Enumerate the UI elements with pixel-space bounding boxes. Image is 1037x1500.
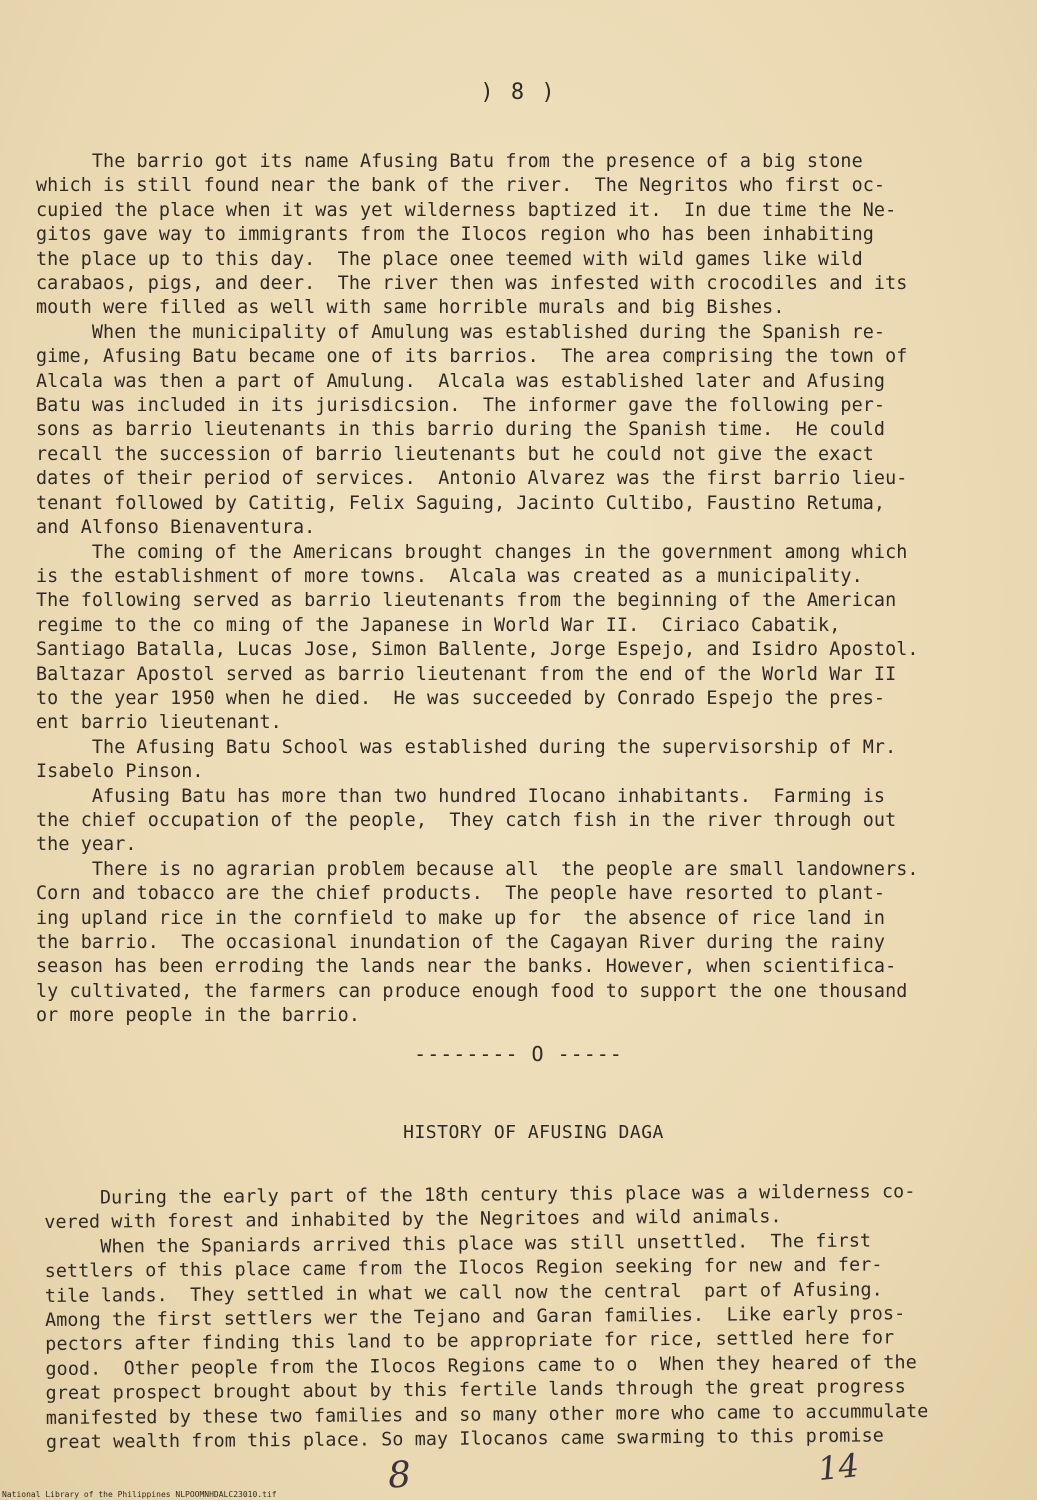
text-line: or more people in the barrio.	[36, 1005, 360, 1027]
text-line: regime to the co ming of the Japanese in World War II. Ciriaco Cabatik,	[36, 614, 841, 636]
barrio-history-text	[36, 150, 1004, 1029]
text-line: mouth were filled as well with same horrible murals and big Bishes.	[36, 297, 785, 319]
text-line: is the establishment of more towns. Alcala was created as a municipality.	[36, 565, 863, 587]
text-line: good. Other people from the Ilocos Regions came to o When they heared of the	[45, 1351, 917, 1380]
text-line: Corn and tobacco are the chief products. The people have resorted to plant-	[36, 883, 886, 905]
text-line: the place up to this day. The place onee teemed with wild games like wild	[36, 248, 863, 270]
text-line: great wealth from this place. So may Ilocanos came swarming to this promise	[45, 1425, 884, 1454]
text-line: which is still found near the bank of the river. The Negritos who first oc-	[36, 175, 886, 197]
section-separator: -------- O -----	[414, 1042, 623, 1066]
handwritten-page-mark: 8	[386, 1454, 413, 1497]
text-line: Alcala was then a part of Amulung. Alcala was established later and Afusing	[36, 370, 886, 392]
text-line: the year.	[36, 834, 137, 856]
text-line: Among the first settlers wer the Tejano and Garan families. Like early pros-	[44, 1303, 906, 1332]
text-line: great prospect brought about by this fertile lands through the great progress	[45, 1376, 906, 1405]
page-number: ) 8 )	[480, 80, 557, 105]
text-line: gitos gave way to immigrants from the Ilocos region who has been inhabiting	[36, 224, 874, 246]
text-line: recall the succession of barrio lieutenants but he could not give the exact	[36, 443, 874, 465]
text-line: During the early part of the 18th century this place was a wilderness co-	[44, 1181, 916, 1209]
text-line: ly cultivated, the farmers can produce enough food to support the one thousand	[36, 980, 908, 1002]
text-line: Batu was included in its jurisdicsion. The informer gave the following per-	[36, 395, 886, 417]
text-line: carabaos, pigs, and deer. The river then was infested with crocodiles and its	[36, 273, 908, 295]
text-line: to the year 1950 when he died. He was succeeded by Conrado Espejo the pres-	[36, 687, 886, 709]
text-line: ent barrio lieutenant.	[36, 712, 282, 734]
text-line: When the Spaniards arrived this place was still unsettled. The first	[44, 1230, 872, 1258]
text-line: the barrio. The occasional inundation of the Cagayan River during the rainy	[36, 932, 886, 953]
text-line: vered with forest and inhabited by the Negritoes and wild animals.	[44, 1206, 782, 1234]
text-line: gime, Afusing Batu became one of its barrios. The area comprising the town of	[36, 346, 908, 368]
text-line: The following served as barrio lieutenants from the beginning of the American	[36, 590, 897, 612]
text-line: Baltazar Apostol served as barrio lieutenant from the end of the World War II	[36, 663, 897, 685]
text-line: sons as barrio lieutenants in this barrio during the Spanish time. He could	[36, 419, 886, 441]
text-line: The coming of the Americans brought changes in the government among which	[36, 541, 908, 563]
text-line: Afusing Batu has more than two hundred Ilocano inhabitants. Farming is	[36, 785, 886, 807]
text-line: tile lands. They settled in what we call now the central part of Afusing.	[44, 1279, 883, 1307]
text-line: the chief occupation of the people, They catch fish in the river through out	[36, 809, 897, 831]
archive-footer-label: National Library of the Philippines NLPOOMNHDALC23010.tif	[2, 1490, 277, 1499]
text-line: When the municipality of Amulung was established during the Spanish re-	[36, 321, 886, 343]
text-line: season has been erroding the lands near the banks. However, when scientifica-	[36, 956, 897, 978]
text-line: tenant followed by Catitig, Felix Saguing, Jacinto Cultibo, Faustino Retuma,	[36, 492, 886, 514]
text-line: cupied the place when it was yet wilderness baptized it. In due time the Ne-	[36, 199, 897, 221]
handwritten-folio-mark: 14	[816, 1445, 861, 1489]
text-line: There is no agrarian problem because all the people are small landowners.	[36, 858, 919, 880]
afusing-daga-history-text	[44, 1179, 1006, 1455]
text-line: settlers of this place came from the Ilocos Region seeking for new and fer-	[44, 1254, 883, 1283]
text-line: ing upland rice in the cornfield to make up for the absence of rice land in	[36, 907, 886, 929]
text-line: dates of their period of services. Antonio Alvarez was the first barrio lieu-	[36, 468, 908, 490]
text-line: Isabelo Pinson.	[36, 761, 204, 783]
text-line: The barrio got its name Afusing Batu from the presence of a big stone	[36, 151, 863, 172]
text-line: The Afusing Batu School was established during the supervisorship of Mr.	[36, 736, 897, 758]
text-line: manifested by these two families and so many other more who came to accummulate	[45, 1400, 929, 1429]
text-line: Santiago Batalla, Lucas Jose, Simon Ballente, Jorge Espejo, and Isidro Apostol.	[36, 639, 919, 661]
section-title: HISTORY OF AFUSING DAGA	[403, 1122, 664, 1143]
text-line: and Alfonso Bienaventura.	[36, 517, 316, 539]
text-line: pectors after finding this land to be appropriate for rice, settled here for	[45, 1327, 895, 1356]
